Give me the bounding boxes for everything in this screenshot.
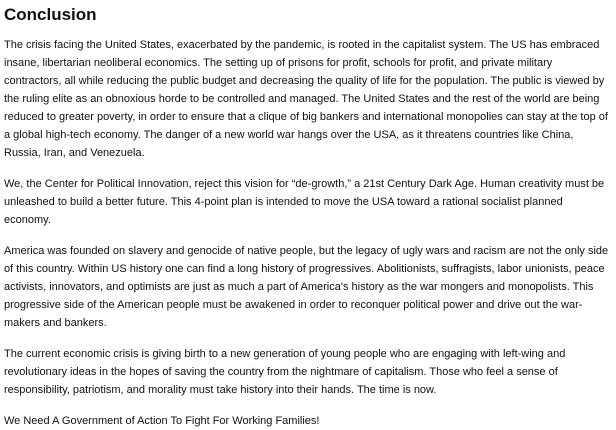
paragraph-crisis: The crisis facing the United States, exacerbated by the pandemic, is rooted in the capitalist system. The US has embraced insane, libertarian neoliberal economics. The setting up of prisons for profit, schools for profit, and private military contractors, all while reducing the public budget and decreasing the quality of life for the population. The public is viewed by the ruling elite as an obnoxious horde to be controlled and managed. The United States and the rest of the world are being reduced to greater poverty, in order to ensure that a clique of big bankers and international monopolies can stay at the top of a global high-tech economy. The danger of a new world war hangs over the USA, as it threatens countries like China, Russia, Iran, and Venezuela. [4, 39, 608, 159]
paragraph-economic-crisis: The current economic crisis is giving birth to a new generation of young people who are engaging with left-wing and revolutionary ideas in the hopes of saving the country from the nightmare of capitalism. Those who feel a sense of responsibility, patriotism, and morality must take history into their hands. The time is now. [4, 348, 566, 396]
paragraph-slogan: We Need A Government of Action To Fight For Working Families! [4, 415, 320, 427]
section-heading: Conclusion [4, 5, 97, 24]
paragraph-america-history: America was founded on slavery and genocide of native people, but the legacy of ugly wars and racism are not the only side of this country. Within US history one can find a long history of progressives. Abolitionists, suffragists, labor unionists, peace activists, innovators, and optimists are just as much a part of America's history as the war mongers and monopolists. This progressive side of the American people must be awakened in order to reconquer political power and drive out the war-makers and bankers. [4, 245, 609, 329]
paragraph-center-statement: We, the Center for Political Innovation, reject this vision for “de-growth,” a 21st Century Dark Age. Human creativity must be unleashed to build a better future. This 4-point plan is intended to move the USA toward a rational socialist planned economy. [4, 178, 605, 226]
